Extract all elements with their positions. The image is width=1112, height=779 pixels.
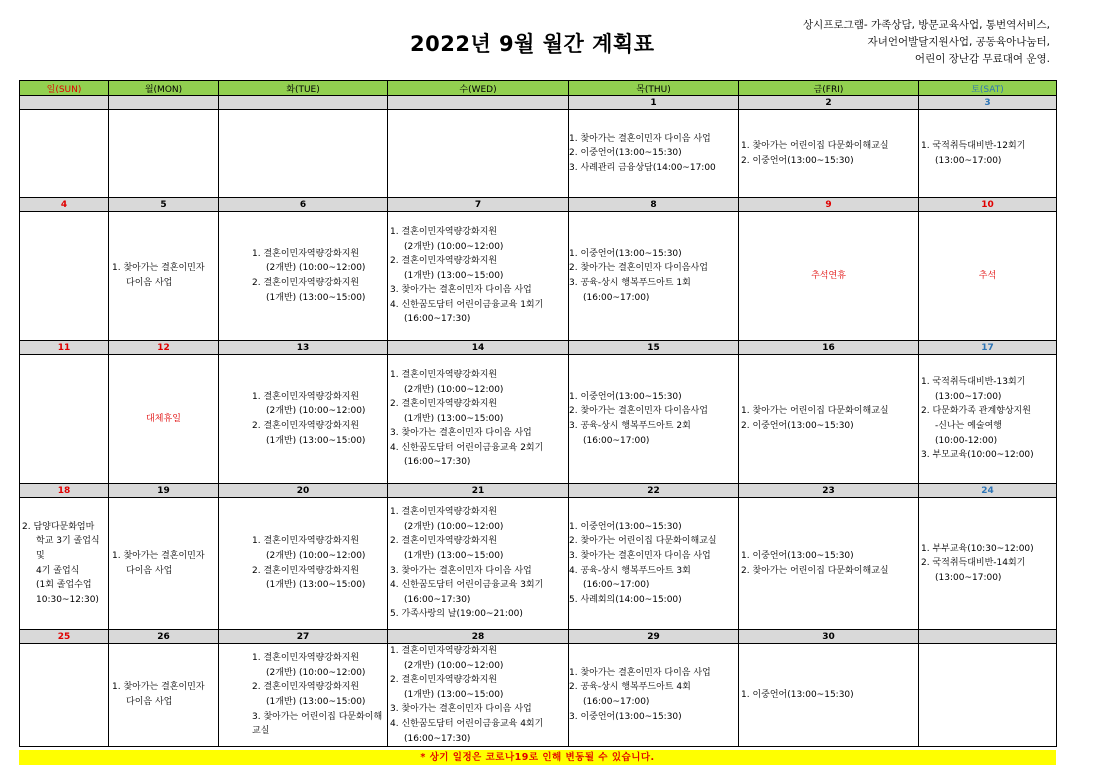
schedule-entry: (16:00~17:30): [404, 314, 471, 325]
date-number: [219, 96, 388, 110]
schedule-entry: (16:00~17:00): [583, 580, 650, 591]
date-number: 17: [919, 341, 1057, 355]
day-schedule-cell-wed: [388, 212, 569, 341]
week-schedule-row: [20, 498, 1057, 630]
schedule-entry: 4. 신한꿈도담터 어린이금융교육 4회기: [390, 718, 544, 729]
schedule-entry: 5. 사례회의(14:00~15:00): [569, 594, 682, 605]
holiday-label: 추석연휴: [811, 270, 846, 281]
schedule-entry: 1. 이중언어(13:00~15:30): [569, 248, 682, 259]
schedule-entry: 1. 국적취득대비반-13회기: [921, 377, 1026, 388]
date-number: 16: [739, 341, 919, 355]
schedule-entry: 1. 결혼이민자역량강화지원: [252, 248, 360, 259]
date-number-row: [20, 341, 1057, 355]
schedule-entry: 2. 찾아가는 어린이집 다문화이해교실: [741, 565, 889, 576]
schedule-entry: 5. 가족사랑의 날(19:00~21:00): [390, 609, 523, 620]
schedule-entry: 1. 결혼이민자역량강화지원: [390, 507, 498, 518]
schedule-entry: (2개반) (10:00~12:00): [404, 241, 504, 252]
schedule-entry: 1. 이중언어(13:00~15:30): [569, 521, 682, 532]
date-number-row: [20, 198, 1057, 212]
date-number: [20, 96, 109, 110]
schedule-entry: 3. 찾아가는 결혼이민자 다이음 사업: [390, 565, 532, 576]
schedule-entry: 3. 찾아가는 어린이집 다문화이해교실: [252, 711, 383, 737]
day-schedule-cell-sat: [919, 498, 1057, 630]
schedule-entry: 2. 찾아가는 결혼이민자 다이음사업: [569, 406, 708, 417]
schedule-entry: 1. 찾아가는 결혼이민자: [112, 550, 205, 561]
week-schedule-row: [20, 644, 1057, 747]
day-schedule-cell-thu: [569, 355, 739, 484]
schedule-entry: 1. 찾아가는 결혼이민자 다이음 사업: [569, 667, 711, 678]
schedule-entry: 1. 부부교육(10:30~12:00): [921, 543, 1034, 554]
schedule-entry: 1. 결혼이민자역량강화지원: [390, 226, 498, 237]
schedule-entry: 3. 찾아가는 결혼이민자 다이음 사업: [569, 550, 711, 561]
date-number: [109, 96, 219, 110]
schedule-entry: (10:00-12:00): [935, 435, 998, 446]
schedule-entry: 2. 결혼이민자역량강화지원: [252, 565, 360, 576]
schedule-entry: 1. 결혼이민자역량강화지원: [252, 391, 360, 402]
date-number: 19: [109, 484, 219, 498]
day-schedule-cell-wed: [388, 644, 569, 747]
day-schedule-cell-thu: [569, 110, 739, 198]
schedule-entry: (16:00~17:30): [404, 594, 471, 605]
day-schedule-cell-sat: [919, 212, 1057, 341]
date-number: 9: [739, 198, 919, 212]
notice-line: 어린이 장난감 무료대여 운영.: [914, 53, 1050, 65]
week-schedule-row: [20, 212, 1057, 341]
weekday-header-thu: 목(THU): [569, 81, 739, 96]
schedule-entry: (1개반) (13:00~15:00): [404, 413, 504, 424]
day-schedule-cell-sat: [919, 355, 1057, 484]
day-schedule-cell-tue: [219, 110, 388, 198]
schedule-entry: (1개반) (13:00~15:00): [266, 435, 366, 446]
standing-programs-notice: [770, 17, 1050, 68]
day-schedule-cell-mon: [109, 355, 219, 484]
schedule-entry: 1. 결혼이민자역량강화지원: [390, 369, 498, 380]
schedule-entry: 2. 다문화가족 관계향상지원: [921, 406, 1031, 417]
week-schedule-row: [20, 355, 1057, 484]
schedule-entry: 3. 찾아가는 결혼이민자 다이음 사업: [390, 285, 532, 296]
schedule-entry: 2. 결혼이민자역량강화지원: [390, 536, 498, 547]
schedule-entry: (2개반) (10:00~12:00): [404, 384, 504, 395]
monthly-calendar: [19, 80, 1057, 747]
holiday-label: 추석: [978, 270, 997, 281]
date-number: 4: [20, 198, 109, 212]
schedule-entry: (2개반) (10:00~12:00): [266, 406, 366, 417]
day-schedule-cell-mon: [109, 644, 219, 747]
date-number: 10: [919, 198, 1057, 212]
schedule-entry: (16:00~17:00): [583, 697, 650, 708]
day-schedule-cell-tue: [219, 498, 388, 630]
day-schedule-cell-sat: [919, 644, 1057, 747]
date-number: 2: [739, 96, 919, 110]
day-schedule-cell-sun: [20, 212, 109, 341]
schedule-entry: 3. 찾아가는 결혼이민자 다이음 사업: [390, 428, 532, 439]
day-schedule-cell-thu: [569, 498, 739, 630]
schedule-entry: (1개반) (13:00~15:00): [404, 689, 504, 700]
schedule-entry: 2. 결혼이민자역량강화지원: [390, 399, 498, 410]
date-number: 7: [388, 198, 569, 212]
schedule-entry: 3. 공육-상시 행복푸드아트 1회: [569, 278, 691, 288]
schedule-entry: 1. 찾아가는 어린이집 다문화이해교실: [741, 140, 889, 151]
schedule-entry: 1. 결혼이민자역량강화지원: [252, 536, 360, 547]
schedule-entry: 2. 이중언어(13:00~15:30): [741, 155, 854, 166]
schedule-entry: 다이음 사업: [126, 278, 173, 288]
date-number: 22: [569, 484, 739, 498]
day-schedule-cell-tue: [219, 212, 388, 341]
schedule-entry: (1개반) (13:00~15:00): [266, 580, 366, 591]
notice-line: 상시프로그램- 가족상담, 방문교육사업, 통번역서비스,: [803, 19, 1050, 31]
schedule-entry: -신나는 예술여행: [935, 421, 1002, 431]
date-number: 29: [569, 630, 739, 644]
date-number: 3: [919, 96, 1057, 110]
schedule-entry: (2개반) (10:00~12:00): [404, 521, 504, 532]
day-schedule-cell-sun: [20, 498, 109, 630]
date-number: 25: [20, 630, 109, 644]
schedule-entry: (13:00~17:00): [935, 391, 1002, 402]
day-schedule-cell-fri: [739, 110, 919, 198]
holiday-label: 대체휴일: [146, 413, 181, 424]
date-number: 20: [219, 484, 388, 498]
schedule-entry: 1. 이중언어(13:00~15:30): [741, 550, 854, 561]
schedule-entry: (13:00~17:00): [935, 572, 1002, 583]
schedule-entry: 다이음 사업: [126, 565, 173, 576]
weekday-header-tue: 화(TUE): [219, 81, 388, 96]
schedule-entry: 10:30~12:30): [36, 594, 99, 605]
day-schedule-cell-mon: [109, 110, 219, 198]
page-title: 2022년 9월 월간 계획표: [410, 32, 655, 56]
schedule-entry: 1. 찾아가는 결혼이민자 다이음 사업: [569, 133, 711, 144]
schedule-entry: 1. 찾아가는 결혼이민자: [112, 682, 205, 693]
schedule-entry: 4. 신한꿈도담터 어린이금융교육 1회기: [390, 299, 544, 310]
day-schedule-cell-thu: [569, 644, 739, 747]
schedule-entry: 3. 이중언어(13:00~15:30): [569, 711, 682, 722]
schedule-entry: (16:00~17:30): [404, 457, 471, 468]
date-number: 18: [20, 484, 109, 498]
schedule-entry: 학교 3기 졸업식 및: [36, 536, 100, 561]
schedule-entry: 2. 결혼이민자역량강화지원: [252, 682, 360, 693]
date-number: 8: [569, 198, 739, 212]
schedule-entry: (2개반) (10:00~12:00): [404, 660, 504, 671]
schedule-entry: (1개반) (13:00~15:00): [404, 270, 504, 281]
schedule-entry: 4. 공육-상시 행복푸드아트 3회: [569, 565, 691, 576]
schedule-entry: 2. 찾아가는 결혼이민자 다이음사업: [569, 263, 708, 274]
date-number: 15: [569, 341, 739, 355]
week-schedule-row: [20, 110, 1057, 198]
schedule-entry: 1. 결혼이민자역량강화지원: [252, 653, 360, 664]
day-schedule-cell-sun: [20, 355, 109, 484]
schedule-entry: 2. 공육-상시 행복푸드아트 4회: [569, 682, 691, 693]
day-schedule-cell-mon: [109, 212, 219, 341]
day-schedule-cell-sun: [20, 644, 109, 747]
schedule-entry: 2. 이중언어(13:00~15:30): [741, 421, 854, 431]
day-schedule-cell-wed: [388, 110, 569, 198]
date-number: 12: [109, 341, 219, 355]
date-number-row: [20, 96, 1057, 110]
date-number: 26: [109, 630, 219, 644]
day-schedule-cell-wed: [388, 498, 569, 630]
day-schedule-cell-wed: [388, 355, 569, 484]
weekday-header-sat: 토(SAT): [919, 81, 1057, 96]
schedule-entry: (16:00~17:00): [583, 292, 650, 303]
day-schedule-cell-fri: [739, 644, 919, 747]
weekday-header-mon: 월(MON): [109, 81, 219, 96]
schedule-entry: 2. 이중언어(13:00~15:30): [569, 148, 682, 159]
day-schedule-cell-fri: [739, 212, 919, 341]
schedule-entry: 2. 담양다문화엄마: [22, 521, 95, 532]
schedule-entry: 다이음 사업: [126, 697, 173, 708]
date-number: 21: [388, 484, 569, 498]
schedule-entry: 1. 이중언어(13:00~15:30): [569, 391, 682, 402]
weekday-header-wed: 수(WED): [388, 81, 569, 96]
schedule-entry: 1. 찾아가는 어린이집 다문화이해교실: [741, 406, 889, 417]
date-number: [919, 630, 1057, 644]
day-schedule-cell-tue: [219, 644, 388, 747]
schedule-entry: (13:00~17:00): [935, 155, 1002, 166]
schedule-entry: (2개반) (10:00~12:00): [266, 667, 366, 678]
schedule-entry: (2개반) (10:00~12:00): [266, 263, 366, 274]
date-number: 14: [388, 341, 569, 355]
date-number: 30: [739, 630, 919, 644]
date-number: 27: [219, 630, 388, 644]
schedule-entry: 2. 결혼이민자역량강화지원: [252, 421, 360, 431]
schedule-entry: 4기 졸업식: [36, 565, 80, 576]
date-number: [388, 96, 569, 110]
schedule-entry: 3. 사례관리 금융상담(14:00~17:00: [569, 162, 716, 173]
day-schedule-cell-sun: [20, 110, 109, 198]
schedule-entry: (2개반) (10:00~12:00): [266, 550, 366, 561]
day-schedule-cell-fri: [739, 355, 919, 484]
day-schedule-cell-thu: [569, 212, 739, 341]
schedule-entry: 3. 공육-상시 행복푸드아트 2회: [569, 421, 691, 431]
day-schedule-cell-mon: [109, 498, 219, 630]
schedule-entry: 2. 국적취득대비반-14회기: [921, 558, 1026, 569]
schedule-entry: (1개반) (13:00~15:00): [266, 292, 366, 303]
weekday-header-fri: 금(FRI): [739, 81, 919, 96]
date-number: 28: [388, 630, 569, 644]
date-number: 1: [569, 96, 739, 110]
date-number: 23: [739, 484, 919, 498]
day-schedule-cell-tue: [219, 355, 388, 484]
schedule-entry: 3. 찾아가는 결혼이민자 다이음 사업: [390, 704, 532, 715]
date-number: 24: [919, 484, 1057, 498]
covid-change-notice: * 상기 일정은 코로나19로 인해 변동될 수 있습니다.: [19, 750, 1056, 765]
day-schedule-cell-fri: [739, 498, 919, 630]
notice-line: 자녀언어발달지원사업, 공동육아나눔터,: [867, 36, 1050, 48]
schedule-entry: 4. 신한꿈도담터 어린이금융교육 3회기: [390, 580, 544, 591]
schedule-entry: (16:00~17:30): [404, 733, 471, 744]
schedule-entry: (1회 졸업수업: [36, 580, 92, 591]
weekday-header-sun: 일(SUN): [20, 81, 109, 96]
schedule-entry: 2. 결혼이민자역량강화지원: [252, 278, 360, 288]
schedule-entry: 4. 신한꿈도담터 어린이금융교육 2회기: [390, 442, 544, 453]
date-number: 13: [219, 341, 388, 355]
schedule-entry: 2. 결혼이민자역량강화지원: [390, 675, 498, 686]
schedule-entry: 3. 부모교육(10:00~12:00): [921, 450, 1034, 461]
schedule-entry: 1. 결혼이민자역량강화지원: [390, 646, 498, 656]
date-number-row: [20, 630, 1057, 644]
schedule-entry: 2. 찾아가는 어린이집 다문화이해교실: [569, 536, 717, 547]
schedule-entry: (1개반) (13:00~15:00): [404, 550, 504, 561]
schedule-entry: (1개반) (13:00~15:00): [266, 697, 366, 708]
schedule-entry: 1. 국적취득대비반-12회기: [921, 140, 1026, 151]
date-number: 11: [20, 341, 109, 355]
weekday-header-row: [20, 81, 1057, 96]
day-schedule-cell-sat: [919, 110, 1057, 198]
schedule-entry: 1. 찾아가는 결혼이민자: [112, 263, 205, 274]
schedule-entry: 2. 결혼이민자역량강화지원: [390, 256, 498, 267]
schedule-entry: 1. 이중언어(13:00~15:30): [741, 689, 854, 700]
date-number-row: [20, 484, 1057, 498]
date-number: 6: [219, 198, 388, 212]
date-number: 5: [109, 198, 219, 212]
schedule-entry: (16:00~17:00): [583, 435, 650, 446]
